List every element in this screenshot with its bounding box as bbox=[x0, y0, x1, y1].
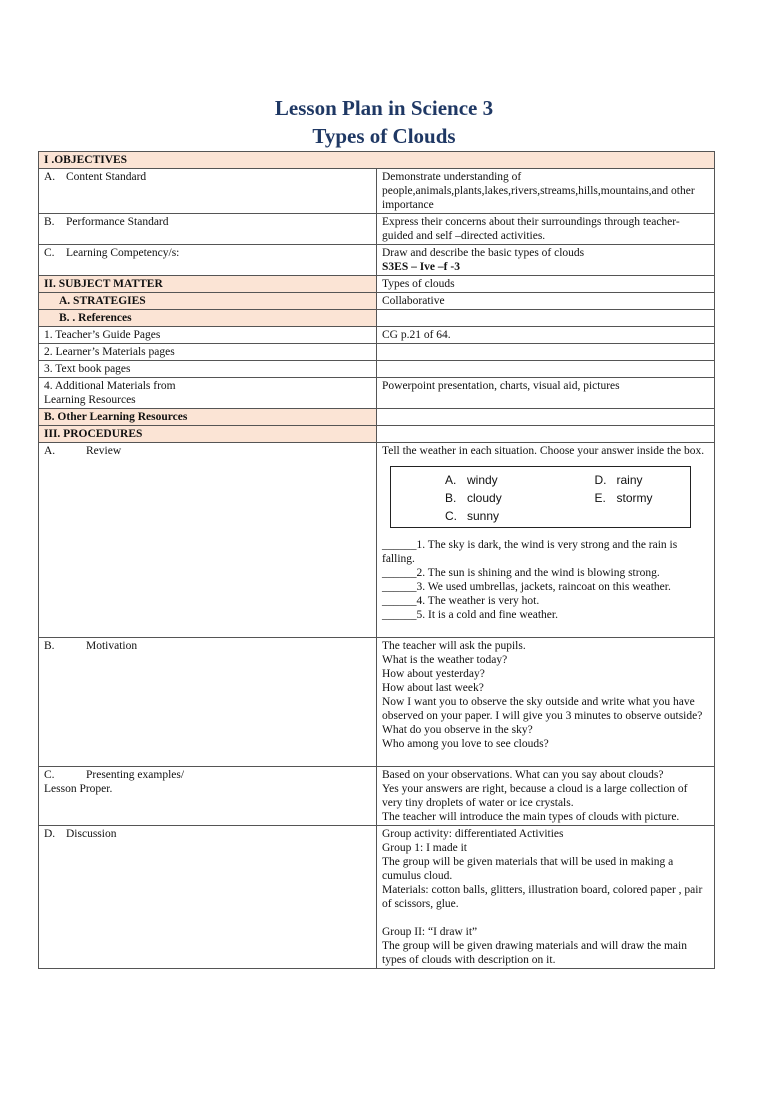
discussion-line: Group 1: I made it bbox=[382, 842, 467, 854]
subject-matter-value: Types of clouds bbox=[377, 276, 715, 293]
presenting-label bbox=[39, 767, 377, 826]
discussion-line: Group II: “I draw it” bbox=[382, 926, 478, 938]
option-e bbox=[541, 489, 691, 507]
presenting-row bbox=[39, 767, 715, 826]
motivation-line: Now I want you to observe the sky outside and write what you have observed on your paper. I will give you 3 minutes to observe outside? bbox=[382, 696, 703, 722]
content-standard-letter: A. bbox=[44, 171, 56, 183]
review-item: ______1. The sky is dark, the wind is very strong and the rain is falling. bbox=[382, 539, 678, 565]
strategies-value: Collaborative bbox=[377, 293, 715, 310]
objectives-heading-row bbox=[39, 152, 715, 169]
review-item: ______5. It is a cold and fine weather. bbox=[382, 609, 558, 621]
presenting-line: The teacher will introduce the main types of clouds with picture. bbox=[382, 811, 680, 823]
discussion-letter: D. bbox=[44, 828, 56, 840]
strategies-label: A. STRATEGIES bbox=[39, 293, 377, 310]
presenting-label-line1: Presenting examples/ bbox=[86, 769, 185, 781]
teachers-guide-label: 1. Teacher’s Guide Pages bbox=[39, 327, 377, 344]
motivation-value bbox=[377, 638, 715, 767]
performance-standard-value: Express their concerns about their surroundings through teacher-guided and self –directed activities. bbox=[377, 214, 715, 245]
textbook-label: 3. Text book pages bbox=[39, 361, 377, 378]
additional-materials-row bbox=[39, 378, 715, 409]
option-text: stormy bbox=[616, 491, 653, 505]
motivation-line: What is the weather today? bbox=[382, 654, 508, 666]
option-letter: E. bbox=[594, 491, 606, 505]
procedures-value bbox=[377, 426, 715, 443]
procedures-row bbox=[39, 426, 715, 443]
review-item: ______3. We used umbrellas, jackets, raincoat on this weather. bbox=[382, 581, 671, 593]
objectives-heading: I .OBJECTIVES bbox=[39, 152, 715, 169]
presenting-label-line2: Lesson Proper. bbox=[44, 783, 113, 795]
option-letter: C. bbox=[445, 509, 457, 523]
discussion-value bbox=[377, 826, 715, 969]
motivation-line: How about last week? bbox=[382, 682, 484, 694]
review-row bbox=[39, 443, 715, 638]
discussion-line: The group will be given drawing materials and will draw the main types of clouds with description on it. bbox=[382, 940, 687, 966]
option-letter: B. bbox=[445, 491, 457, 505]
learning-competency-text: Learning Competency/s: bbox=[66, 247, 180, 259]
other-resources-label: B. Other Learning Resources bbox=[39, 409, 377, 426]
additional-materials-value: Powerpoint presentation, charts, visual aid, pictures bbox=[377, 378, 715, 409]
option-letter: D. bbox=[594, 473, 607, 487]
content-standard-line1: Demonstrate understanding of bbox=[382, 171, 522, 183]
presenting-letter: C. bbox=[44, 769, 55, 781]
performance-standard-letter: B. bbox=[44, 216, 55, 228]
textbook-value bbox=[377, 361, 715, 378]
option-text: windy bbox=[467, 473, 498, 487]
motivation-line: The teacher will ask the pupils. bbox=[382, 640, 526, 652]
discussion-row bbox=[39, 826, 715, 969]
learners-materials-label: 2. Learner’s Materials pages bbox=[39, 344, 377, 361]
learning-competency-label bbox=[39, 245, 377, 276]
motivation-line: How about yesterday? bbox=[382, 668, 485, 680]
content-standard-value bbox=[377, 169, 715, 214]
learners-materials-value bbox=[377, 344, 715, 361]
performance-standard-text: Performance Standard bbox=[66, 216, 169, 228]
option-b bbox=[391, 489, 541, 507]
procedures-heading: III. PROCEDURES bbox=[39, 426, 377, 443]
lesson-plan-table bbox=[38, 151, 715, 969]
references-row bbox=[39, 310, 715, 327]
motivation-line: Who among you love to see clouds? bbox=[382, 738, 549, 750]
references-label: B. . References bbox=[39, 310, 377, 327]
discussion-label bbox=[39, 826, 377, 969]
review-letter: A. bbox=[44, 445, 56, 457]
learners-materials-row bbox=[39, 344, 715, 361]
answer-options-box bbox=[390, 466, 691, 528]
option-a bbox=[391, 471, 541, 489]
content-standard-line2: people,animals,plants,lakes,rivers,streams,hills,mountains,and other importance bbox=[382, 185, 695, 211]
review-value bbox=[377, 443, 715, 638]
option-c bbox=[391, 507, 541, 525]
subject-matter-row bbox=[39, 276, 715, 293]
review-label bbox=[39, 443, 377, 638]
option-letter: A. bbox=[445, 473, 457, 487]
review-item: ______2. The sun is shining and the wind is blowing strong. bbox=[382, 567, 660, 579]
other-resources-row bbox=[39, 409, 715, 426]
content-standard-label bbox=[39, 169, 377, 214]
teachers-guide-value: CG p.21 of 64. bbox=[377, 327, 715, 344]
option-text: rainy bbox=[616, 473, 643, 487]
additional-materials-label-line2: Learning Resources bbox=[44, 394, 136, 406]
motivation-label bbox=[39, 638, 377, 767]
page-subtitle: Types of Clouds bbox=[312, 124, 456, 148]
performance-standard-row bbox=[39, 214, 715, 245]
additional-materials-label bbox=[39, 378, 377, 409]
performance-standard-label bbox=[39, 214, 377, 245]
references-value bbox=[377, 310, 715, 327]
motivation-line: What do you observe in the sky? bbox=[382, 724, 533, 736]
strategies-row bbox=[39, 293, 715, 310]
discussion-line: Group activity: differentiated Activities bbox=[382, 828, 564, 840]
option-text: cloudy bbox=[467, 491, 502, 505]
option-text: sunny bbox=[467, 509, 500, 523]
learning-competency-value bbox=[377, 245, 715, 276]
review-item: ______4. The weather is very hot. bbox=[382, 595, 540, 607]
subject-matter-heading: II. SUBJECT MATTER bbox=[39, 276, 377, 293]
other-resources-value bbox=[377, 409, 715, 426]
learning-competency-row bbox=[39, 245, 715, 276]
presenting-line: Based on your observations. What can you say about clouds? bbox=[382, 769, 664, 781]
textbook-row bbox=[39, 361, 715, 378]
page-title: Lesson Plan in Science 3 bbox=[274, 96, 494, 120]
motivation-text: Motivation bbox=[86, 640, 138, 652]
content-standard-row bbox=[39, 169, 715, 214]
discussion-text: Discussion bbox=[66, 828, 117, 840]
review-text: Review bbox=[86, 445, 122, 457]
learning-competency-code: S3ES – Ive –f -3 bbox=[382, 261, 460, 273]
presenting-line: Yes your answers are right, because a cloud is a large collection of very tiny droplets of water or ice crystals. bbox=[382, 783, 688, 809]
option-d bbox=[541, 471, 691, 489]
motivation-letter: B. bbox=[44, 640, 55, 652]
learning-competency-text-value: Draw and describe the basic types of clouds bbox=[382, 247, 585, 259]
motivation-row bbox=[39, 638, 715, 767]
review-instruction: Tell the weather in each situation. Choose your answer inside the box. bbox=[382, 445, 705, 457]
teachers-guide-row bbox=[39, 327, 715, 344]
presenting-value bbox=[377, 767, 715, 826]
additional-materials-label-line1: 4. Additional Materials from bbox=[44, 380, 176, 392]
discussion-line: The group will be given materials that will be used in making a cumulus cloud. bbox=[382, 856, 674, 882]
learning-competency-letter: C. bbox=[44, 247, 55, 259]
content-standard-text: Content Standard bbox=[66, 171, 147, 183]
discussion-line: Materials: cotton balls, glitters, illustration board, colored paper , pair of scissors, glue. bbox=[382, 884, 703, 910]
